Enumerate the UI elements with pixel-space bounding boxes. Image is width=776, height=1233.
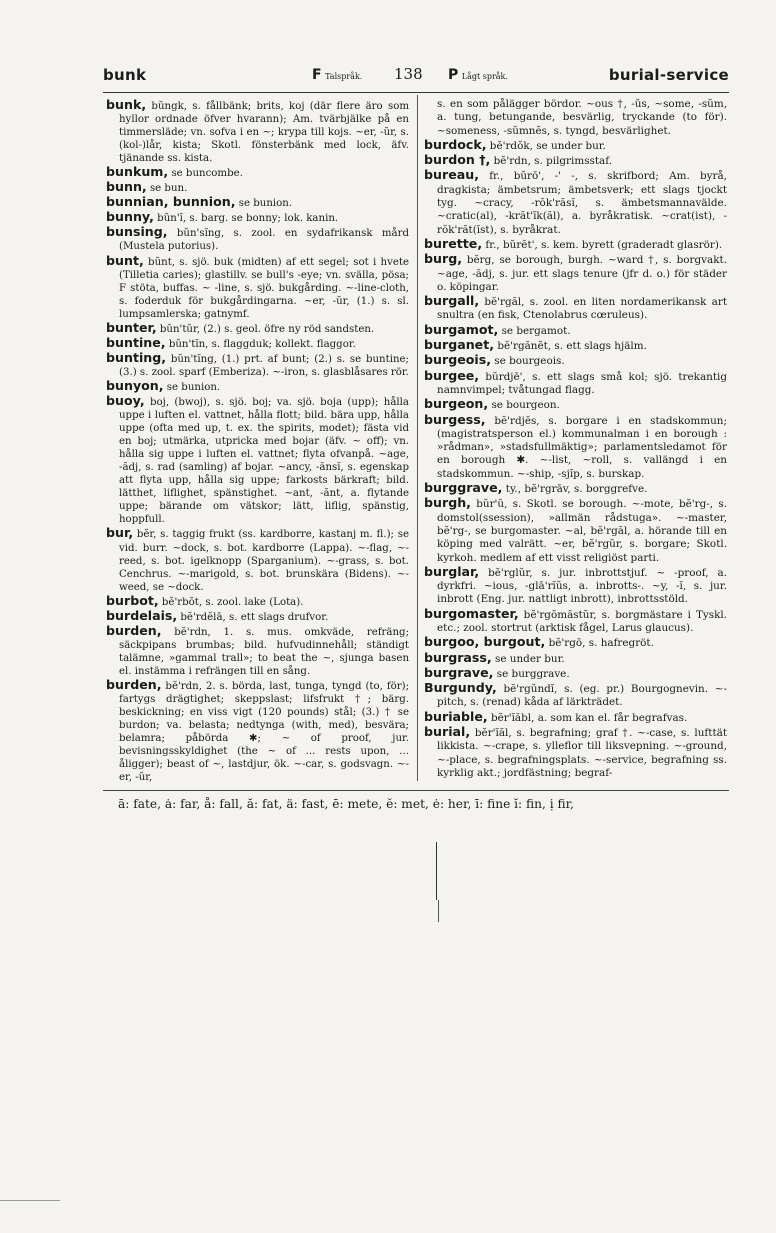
left-column — [106, 98, 409, 784]
entry-headword: bunkum, — [106, 164, 169, 180]
dictionary-entry — [424, 294, 727, 323]
entry-definition: bĕ'rdŏk, se under bur. — [486, 139, 606, 152]
dictionary-entry — [424, 666, 727, 681]
dictionary-entry — [106, 526, 409, 593]
talsprak-legend — [312, 67, 362, 83]
entry-headword: burgrave, — [424, 664, 494, 680]
entry-headword: bur, — [106, 525, 134, 541]
dictionary-entry — [424, 681, 727, 710]
entry-definition: bĕ'rbŏt, s. zool. lake (Lota). — [158, 596, 304, 608]
entry-headword: bunting, — [106, 349, 167, 365]
lagt-sprak-label: Lågt språk. — [461, 72, 508, 81]
entry-headword: burgoo, burgout, — [424, 634, 546, 650]
entry-headword: Burgundy, — [424, 680, 497, 696]
entry-headword: burden, — [106, 676, 162, 692]
entry-definition: bĕr'ĭăl, s. begrafning; graf †. ~-case, s. lufttät likkista. ~-crape, s. ylleflor till liksvepning. ~-ground, ~-place, s. begrafningsplats. ~-service, begrafning ss. kyrklig akt.; jordfästning; begraf- — [437, 727, 727, 779]
entry-definition: se burggrave. — [493, 667, 570, 680]
dictionary-entry — [424, 323, 727, 338]
entry-definition: bĕ'rgăl, s. zool. en liten nordamerikansk art snultra (en fisk, Ctenolabrus cœruleus). — [437, 296, 727, 322]
dictionary-entry — [424, 252, 727, 294]
entry-headword: burdon †, — [424, 152, 491, 168]
talsprak-label: Talspråk. — [325, 72, 363, 81]
entry-definition: se bunion. — [163, 381, 221, 393]
dictionary-entry — [424, 607, 727, 636]
entry-definition: se bunion. — [235, 198, 293, 210]
entry-definition: se bourgeois. — [491, 355, 565, 368]
dictionary-entry — [424, 138, 727, 153]
entry-headword: burbot, — [106, 592, 159, 608]
left-guide-word: bunk — [103, 66, 147, 84]
entry-definition: bŭnt, s. sjö. buk (midten) af ett segel; sot i hvete (Tilletia caries); glastillv. se bull's -eye; vn. svälla, pösa; F stöta, buffas. ~ -line, s. sjö. bukgårding. ~-line-cloth, s. foderduk för bukgårdingarna. ~er, -ŭr, (1.) s. sl. lumpsamlerska; gatnymf. — [119, 256, 409, 320]
entry-definition: s. en som pålägger bördor. ~ous †, -ŭs, ~some, -sŭm, a. tung, betungande, besvärlig, tryckande (to för). ~someness, -sŭmnĕs, s. tyngd, besvärlighet. — [437, 98, 727, 137]
entry-definition: se bergamot. — [498, 324, 571, 337]
entry-definition: se bourgeon. — [488, 399, 560, 412]
dictionary-entry — [106, 678, 409, 784]
dictionary-entry — [106, 394, 409, 526]
entry-headword: burgess, — [424, 411, 486, 427]
entry-headword: bunsing, — [106, 224, 168, 240]
entry-definition: bŭrdjē', s. ett slags små kol; sjö. trekantig namnvimpel; tvåtungad flagg. — [437, 370, 727, 396]
entry-definition: boj, (bwoj), s. sjö. boj; va. sjö. boja (upp); hålla uppe i luften el. vattnet, hålla flott; bild. bära upp, hålla uppe (ofta med up, t. ex. the spirits, modet); fästa vid en boj; utmärka, utpricka med bojar (äfv. ~ off); vn. hålla sig uppe i luften el. vattnet; flyta ofvanpå. ~age, -ădj, s. rad (samling) af bojar. ~ancy, -ănsĭ, s. egenskap att flyta upp, hålla sig uppe; farkosts bärkraft; bild. lätthet, liflighet, spänstighet. ~ant, -ănt, a. flytande uppe; bärande om vätskor; lätt, liflig, spänstig, hoppfull. — [119, 396, 409, 526]
column-divider — [417, 95, 418, 781]
dictionary-entry — [424, 481, 727, 496]
dictionary-entry — [106, 180, 409, 195]
dictionary-entry — [424, 353, 727, 368]
header-rule — [103, 92, 729, 93]
page-edge-line — [0, 1200, 60, 1201]
entry-definition: bĕr, s. taggig frukt (ss. kardborre, kastanj m. fl.); se vid. burr. ~dock, s. bot. kardborre (Lappa). ~-flag, ~-reed, s. bot. igelknopp (Sparganium). ~-grass, s. bot. Cenchrus. ~-marigold, s. bot. brunskära (Bidens). ~-weed, se ~dock. — [119, 529, 409, 593]
lagt-sprak-legend — [448, 67, 508, 83]
entry-headword: buriable, — [424, 708, 488, 724]
entry-definition: bĕ'rdĕlā, s. ett slags drufvor. — [177, 611, 329, 623]
entry-definition: bŭr'ŭ, s. Skotl. se borough. ~-mote, bĕ'rg-, s. domstol(ssession), »allmän rådstuga». ~-master, bĕ'rg-, se burgomaster. ~al, bĕ'rgăl, a. hörande till en köping med valrätt. ~er, bĕ'rgŭr, s. borgare; Skotl. kyrkoh. medlem af ett visst religiöst parti. — [437, 498, 727, 564]
entry-headword: bureau, — [424, 167, 479, 183]
entry-headword: bunn, — [106, 179, 147, 195]
entry-headword: bunny, — [106, 209, 154, 225]
dictionary-entry — [106, 321, 409, 336]
dictionary-entry — [424, 725, 727, 780]
entry-definition: bĕ'rgŏmăstŭr, s. borgmästare i Tyskl. etc.; zool. stortrut (arktisk fågel, Larus glaucus). — [437, 608, 727, 634]
dictionary-entry — [106, 98, 409, 165]
dictionary-entry — [424, 635, 727, 650]
dictionary-entry — [424, 710, 727, 725]
entry-headword: burden, — [106, 622, 162, 638]
entry-headword: burgomaster, — [424, 605, 519, 621]
entry-definition: bŭngk, s. fållbänk; brits, koj (där flere äro som hyllor ordnade öfver hvarann); Am. tvärbjälke på en timmersläde; vn. sofva i en ~; krypa till kojs. ~er, -ŭr, s. (kol-)lår, kista; Skotl. fönsterbänk med lock, äfv. tjänande ss. kista. — [119, 101, 409, 165]
dictionary-entry — [106, 195, 409, 210]
dictionary-entry — [424, 338, 727, 353]
entry-definition: bĕ'rdn, 2. s. börda, last, tunga, tyngd (to, för); fartygs drägtighet; skeppslast; lifsfrukt †; bärg. beskickning; en viss vigt (120 pounds) stål; (3.) † se burdon; va. belasta; nedtynga (with, med), besvära; belamra; påbörda ✱; ~ of proof, jur. bevisningsskyldighet (the ~ of ... rests upon, ... åligger); beast of ~, lastdjur, ök. ~-car, s. godsvagn. ~-er, -ŭr, — [119, 680, 409, 784]
entry-definition: se under bur. — [491, 652, 565, 665]
entry-definition: bĕr'ĭăbl, a. som kan el. får begrafvas. — [487, 711, 688, 724]
entry-definition: fr., bŭrō', -' -, s. skrifbord; Am. byrå, dragkista; ämbetsrum; ämbetsverk; ett slags tjockt tyg. ~cracy, -rŏk'răsĭ, s. ämbetsmannavälde. ~cratic(al), -krăt'ĭk(ăl), a. byråkratisk. ~crat(ist), -rŏk'răt(ĭst), s. byråkrat. — [437, 170, 727, 236]
entry-headword: burdelais, — [106, 607, 178, 623]
entry-headword: bunnian, bunnion, — [106, 194, 236, 210]
dictionary-entry — [106, 254, 409, 321]
dictionary-entry — [106, 210, 409, 225]
talsprak-marker: F — [312, 67, 322, 83]
entry-definition: bĕ'rgŭndĭ, s. (eg. pr.) Bourgognevin. ~-pitch, s. (renad) kåda af lärkträdet. — [437, 683, 727, 709]
dictionary-entry — [424, 168, 727, 236]
entry-headword: buoy, — [106, 392, 145, 408]
dictionary-entry — [106, 594, 409, 609]
dictionary-entry — [424, 237, 727, 252]
entry-headword: burgall, — [424, 293, 480, 309]
binding-mark — [436, 842, 437, 900]
entry-definition: bŭn'tĭn, s. flaggduk; kollekt. flaggor. — [165, 338, 356, 350]
dictionary-entry — [106, 351, 409, 379]
entry-headword: burette, — [424, 235, 483, 251]
entry-headword: burgee, — [424, 367, 480, 383]
entry-headword: burggrave, — [424, 480, 503, 496]
binding-mark-lower — [438, 900, 439, 922]
right-guide-word: burial-service — [608, 66, 729, 84]
dictionary-entry — [106, 609, 409, 624]
entry-definition: fr., bŭrĕt', s. kem. byrett (graderadt glasrör). — [482, 238, 723, 251]
entry-definition: ty., bĕ'rgrāv, s. borggrefve. — [502, 483, 648, 496]
entry-headword: burganet, — [424, 337, 495, 353]
dictionary-entry — [106, 624, 409, 678]
dictionary-entry — [424, 651, 727, 666]
dictionary-entry — [424, 496, 727, 564]
dictionary-entry — [106, 165, 409, 180]
dictionary-entry — [424, 153, 727, 168]
dictionary-entry — [424, 397, 727, 412]
entry-definition: bĕ'rgō, s. hafregröt. — [545, 637, 654, 650]
right-column — [424, 98, 727, 780]
entry-headword: burgeois, — [424, 352, 491, 368]
dictionary-entry — [106, 379, 409, 394]
entry-headword: burdock, — [424, 136, 487, 152]
entry-headword: burgeon, — [424, 396, 489, 412]
dictionary-entry — [424, 413, 727, 481]
entry-headword: bunyon, — [106, 377, 164, 393]
entry-definition: bĕ'rdjĕs, s. borgare i en stadskommun; (magistratsperson el.) kommunalman i en borough : »rådman», »stadsfullmäktig»; parlamentsledamot för en borough ✱. ~-list, ~roll, s. vallängd i en stadskommun. ~-ship, -sjĭp, s. burskap. — [437, 414, 727, 480]
entry-headword: burglar, — [424, 563, 480, 579]
entry-definition: bĕ'rdn, 1. s. mus. omkväde, refräng; säckpipans brumbas; bild. hufvudinnehåll; ständigt talämne, »gammal trall»; to beat the ~, sjunga basen el. instämma i refrängen till en sång. — [119, 626, 409, 677]
entry-headword: bunk, — [106, 97, 147, 112]
entry-headword: bunt, — [106, 252, 144, 268]
lagt-sprak-marker: P — [448, 67, 459, 83]
dictionary-entry — [424, 98, 727, 138]
dictionary-entry — [106, 225, 409, 253]
entry-definition: bŭn'tŭr, (2.) s. geol. öfre ny röd sandsten. — [156, 323, 375, 335]
page-number: 138 — [394, 65, 423, 83]
entry-definition: bŭn'tĭng, (1.) prt. af bunt; (2.) s. se buntine; (3.) s. zool. sparf (Emberiza). ~-iron, s. glasblåsares rör. — [119, 353, 409, 378]
entry-definition: bĕrg, se borough, burgh. ~ward †, s. borgvakt. ~age, -ădj, s. jur. ett slags tenure (jfr d. o.) för städer o. köpingar. — [437, 254, 727, 293]
entry-headword: buntine, — [106, 334, 166, 350]
footer-rule — [103, 790, 729, 791]
entry-headword: burial, — [424, 724, 471, 740]
entry-definition: se buncombe. — [168, 168, 243, 180]
running-header — [103, 64, 729, 86]
dictionary-entry — [106, 336, 409, 351]
entry-headword: burg, — [424, 251, 462, 267]
entry-headword: burgh, — [424, 495, 471, 511]
dictionary-entry — [424, 565, 727, 607]
entry-definition: bĕ'rdn, s. pilgrimsstaf. — [490, 155, 613, 168]
entry-definition: bŭn'sĭng, s. zool. en sydafrikansk mård (Mustela putorius). — [119, 228, 409, 253]
dictionary-entry — [424, 369, 727, 398]
entry-definition: se bun. — [146, 183, 188, 195]
entry-headword: bunter, — [106, 319, 157, 335]
entry-definition: bĕ'rglŭr, s. jur. inbrottstjuf. ~ -proof, a. dyrkfri. ~ious, -glā'rĭŭs, a. inbrotts-. ~y, -ĭ, s. jur. inbrott (Eng. jur. nattligt inbrott), inbrottsstöld. — [437, 566, 727, 606]
entry-definition: bĕ'rgănĕt, s. ett slags hjälm. — [494, 340, 647, 353]
entry-definition: bŭn'ĭ, s. barg. se bonny; lok. kanin. — [153, 213, 339, 225]
pronunciation-key: ā: fate, ȧ: far, å: fall, ă: fat, ä: fast, ē: mete, ĕ: met, ė: her, ī: fine ĭ: fin, ị fir, — [118, 797, 575, 811]
entry-headword: burgrass, — [424, 649, 492, 665]
entry-headword: burgamot, — [424, 321, 499, 337]
